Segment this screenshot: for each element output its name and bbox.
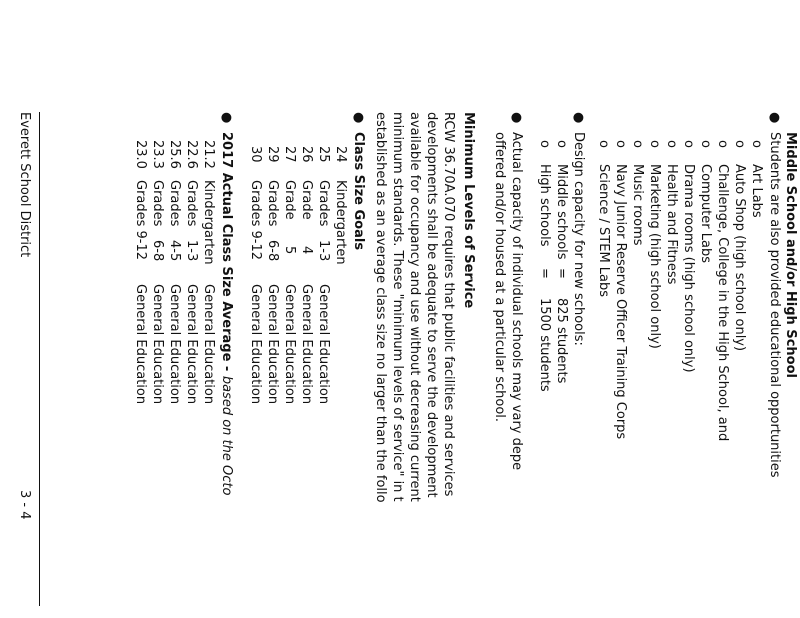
average-type: General Education	[167, 284, 182, 405]
list-marker-icon: o	[681, 140, 696, 148]
list-item: Auto Shop (high school only)	[732, 164, 747, 352]
goal-grade: Kindergarten	[333, 180, 348, 265]
capacity-equals: =	[537, 268, 552, 279]
bullet-icon: ●	[219, 112, 234, 124]
goal-number: 30	[248, 146, 263, 163]
list-marker-icon: o	[732, 140, 747, 148]
average-type: General Education	[150, 284, 165, 405]
goal-grade: Grade	[299, 180, 314, 220]
average-type: General Education	[184, 284, 199, 405]
list-marker-icon: o	[613, 140, 628, 148]
list-item: Drama rooms (high school only)	[681, 164, 696, 373]
goal-grade: Grades 9-12	[248, 180, 263, 261]
average-type: General Education	[201, 284, 216, 405]
goal-number: 24	[333, 146, 348, 163]
list-marker-icon: o	[554, 140, 569, 148]
goal-type: General Education	[316, 284, 331, 405]
capacity-label: High schools	[537, 164, 552, 247]
rcw-line: RCW 36.70A.070 requires that public facilities and services	[441, 112, 456, 497]
list-item: Computer Labs	[698, 164, 713, 263]
design-capacity-intro: Design capacity for new schools:	[571, 132, 586, 346]
average-number: 23.3	[150, 140, 165, 169]
footer-rule	[39, 112, 40, 606]
actual-average-heading-bold: 2017 Actual Class Size Average -	[219, 132, 234, 376]
goal-type: General Education	[282, 284, 297, 405]
goal-grade: Grades	[316, 180, 331, 227]
list-marker-icon: o	[715, 140, 730, 148]
capacity-value: 1500 students	[537, 298, 552, 392]
list-marker-icon: o	[698, 140, 713, 148]
list-marker-icon: o	[596, 140, 611, 148]
average-grade: Grades	[150, 180, 165, 227]
average-grade: Grades	[167, 180, 182, 227]
bullet-icon: ●	[571, 112, 586, 124]
rcw-line: minimum standards. These "minimum levels of service" in t	[390, 112, 405, 502]
average-number: 23.0	[133, 140, 148, 169]
average-grade-number: 6-8	[150, 240, 165, 262]
average-number: 22.6	[184, 140, 199, 169]
bullet-icon: ●	[509, 112, 524, 124]
average-grade: Kindergarten	[201, 180, 216, 265]
actual-capacity-line: offered and/or housed at a particular school.	[492, 132, 507, 423]
rcw-line: developments shall be adequate to serve the development	[424, 112, 439, 498]
list-marker-icon: o	[749, 140, 764, 148]
average-grade-number: 4-5	[167, 240, 182, 262]
goal-number: 29	[265, 146, 280, 163]
opportunities-intro: Students are also provided educational opportunities	[767, 132, 782, 478]
list-item: Art Labs	[749, 164, 764, 218]
list-marker-icon: o	[664, 140, 679, 148]
capacity-equals: =	[554, 268, 569, 279]
class-size-goals-heading: Class Size Goals	[351, 132, 366, 251]
section-title: Middle School and/or High School	[783, 132, 798, 378]
bullet-icon: ●	[351, 112, 366, 124]
average-type: General Education	[133, 284, 148, 405]
goal-type: General Education	[265, 284, 280, 405]
rcw-line: established as an average class size no larger than the follo	[373, 112, 388, 503]
goal-grade: Grades	[265, 180, 280, 227]
actual-average-heading	[218, 132, 234, 495]
list-marker-icon: o	[630, 140, 645, 148]
goal-number: 25	[316, 146, 331, 163]
goal-grade-number: 4	[299, 246, 314, 255]
goal-grade: Grade	[282, 180, 297, 220]
actual-average-heading-italic: based on the Octo	[219, 375, 234, 496]
capacity-value: 825 students	[554, 298, 569, 384]
list-marker-icon: o	[647, 140, 662, 148]
goal-type: General Education	[299, 284, 314, 405]
list-marker-icon: o	[537, 140, 552, 148]
average-number: 25.6	[167, 140, 182, 169]
goal-grade-number: 5	[282, 246, 297, 255]
bullet-icon: ●	[767, 112, 782, 124]
list-item: Challenge, College in the High School, and	[715, 164, 730, 442]
list-item: Navy Junior Reserve Officer Training Corps	[613, 164, 628, 440]
footer-district: Everett School District	[17, 112, 32, 258]
levels-heading: Minimum Levels of Service	[461, 112, 476, 309]
list-item: Health and Fitness	[664, 164, 679, 285]
goal-grade-number: 1-3	[316, 240, 331, 262]
goal-grade-number: 6-8	[265, 240, 280, 262]
list-item: Music rooms	[630, 164, 645, 246]
actual-capacity-line: Actual capacity of individual schools may vary depe	[509, 132, 524, 471]
goal-type: General Education	[248, 284, 263, 405]
average-grade: Grades	[184, 180, 199, 227]
rcw-line: available for occupancy and use without decreasing current	[407, 112, 422, 502]
goal-number: 26	[299, 146, 314, 163]
average-grade: Grades 9-12	[133, 180, 148, 261]
average-grade-number: 1-3	[184, 240, 199, 262]
average-number: 21.2	[201, 140, 216, 169]
footer-page-number: 3 - 4	[17, 490, 32, 520]
list-item: Marketing (high school only)	[647, 164, 662, 349]
capacity-label: Middle schools	[554, 164, 569, 260]
goal-number: 27	[282, 146, 297, 163]
list-item: Science / STEM Labs	[596, 164, 611, 298]
